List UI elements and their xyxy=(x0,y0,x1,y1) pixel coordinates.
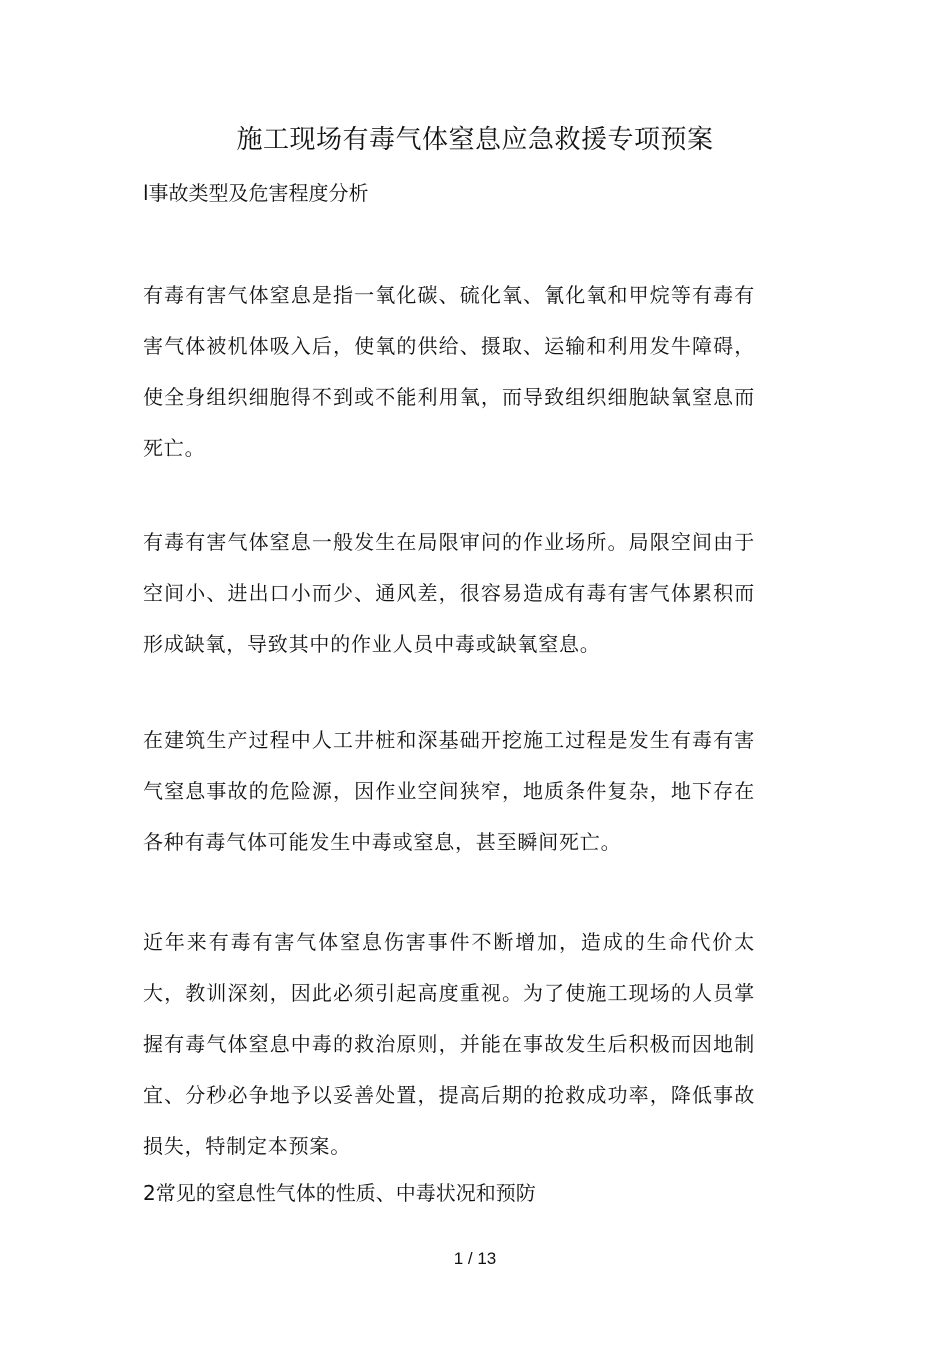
section-heading-1: l事故类型及危害程度分析 xyxy=(143,181,369,205)
paragraph-4: 近年来有毒有害气体窒息伤害事件不断增加，造成的生命代价太大，教训深刻，因此必须引起高度重视。为了使施工现场的人员掌握有毒气体窒息中毒的救治原则，并能在事故发生后积极而因地制宜、分秒必争地予以妥善处置，提高后期的抢救成功率，降低事故损失，特制定本预案。 xyxy=(143,930,755,1158)
paragraph-3: 在建筑生产过程中人工井桩和深基础开挖施工过程是发生有毒有害气窒息事故的危险源，因作业空间狭窄，地质条件复杂，地下存在各种有毒气体可能发生中毒或窒息，甚至瞬间死亡。 xyxy=(143,728,755,854)
paragraph-1: 有毒有害气体窒息是指一氧化碳、硫化氧、氰化氧和甲烷等有毒有害气体被机体吸入后，使氧的供给、摄取、运输和利用发牛障碍，使全身组织细胞得不到或不能利用氧，而导致组织细胞缺氧窒息而死亡。 xyxy=(143,283,755,460)
section-heading-2: 2常见的窒息性气体的性质、中毒状况和预防 xyxy=(143,1181,536,1205)
document-title: 施工现场有毒气体窒息应急救援专项预案 xyxy=(236,125,714,155)
paragraph-2: 有毒有害气体窒息一般发生在局限审问的作业场所。局限空间由于空间小、进出口小而少、通风差，很容易造成有毒有害气体累积而形成缺氧，导致其中的作业人员中毒或缺氧窒息。 xyxy=(143,530,755,656)
page-number: 1 / 13 xyxy=(453,1249,497,1268)
